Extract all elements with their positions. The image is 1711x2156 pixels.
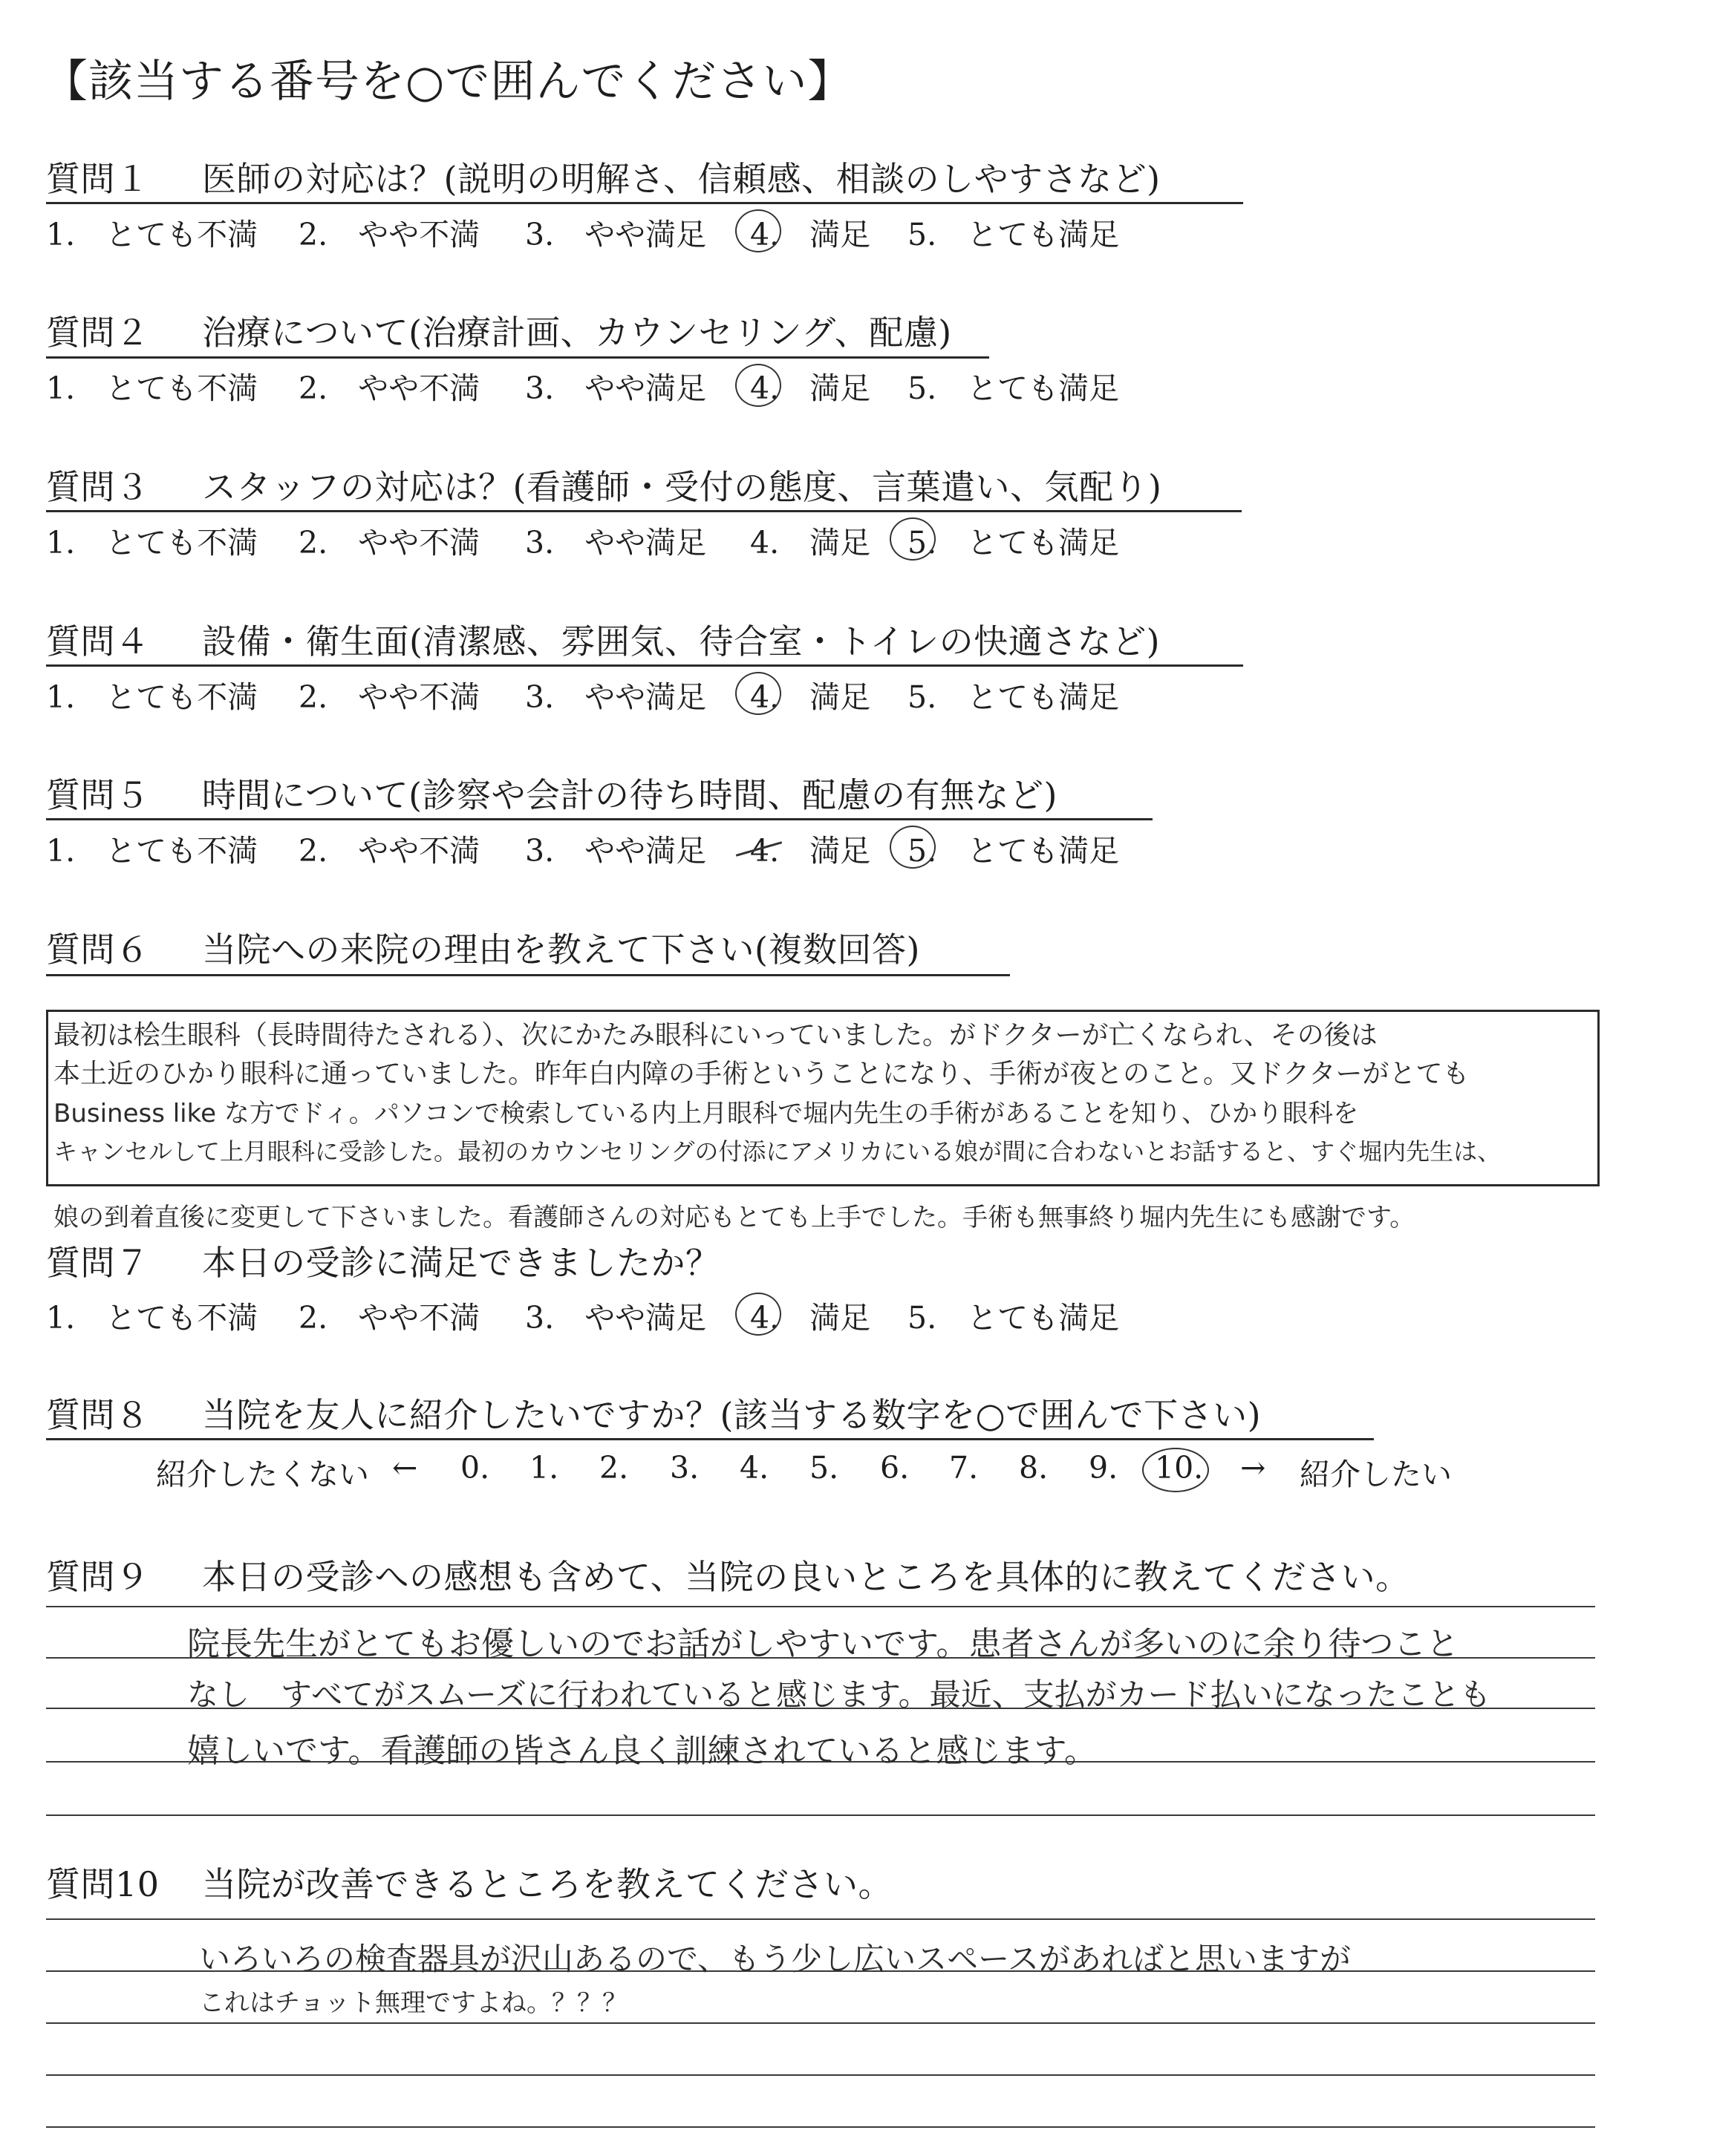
option-3[interactable]: 3. やや満足 xyxy=(525,217,707,252)
question-3 xyxy=(46,460,1161,509)
handwritten-line: 本土近のひかり眼科に通っていました。昨年白内障の手術ということになり、手術が夜とのこと。又ドクターがとても xyxy=(53,1059,1470,1089)
answer-rule-line xyxy=(46,2074,1595,2076)
question-text: 当院が改善できるところを教えてください。 xyxy=(202,1864,893,1904)
question-text: 本日の受診に満足できましたか？ xyxy=(202,1243,720,1283)
option-1[interactable]: 1. とても不満 xyxy=(46,833,258,869)
scale-right-arrow: → xyxy=(1240,1450,1266,1486)
question-text: スタッフの対応は？(看護師・受付の態度、言葉遣い、気配り) xyxy=(202,467,1162,507)
question-underline xyxy=(46,356,989,359)
question-underline xyxy=(46,664,1243,667)
handwritten-line: なし すべてがスムーズに行われていると感じます。最近、支払がカード払いになったことも xyxy=(187,1676,1491,1713)
question-number: 質問６ xyxy=(46,930,150,970)
scale-option-7[interactable]: 7. xyxy=(949,1450,979,1486)
option-1[interactable]: 1. とても不満 xyxy=(46,1300,258,1336)
option-5[interactable]: 5. とても満足 xyxy=(907,370,1120,406)
question-number: 質問10 xyxy=(46,1864,160,1904)
scale-option-4[interactable]: 4. xyxy=(740,1450,769,1486)
selected-answer-circle-q7 xyxy=(735,1293,781,1336)
option-5[interactable]: 5. とても満足 xyxy=(907,217,1120,252)
question-text: 当院を友人に紹介したいですか？(該当する数字を○で囲んで下さい) xyxy=(202,1395,1262,1435)
selected-answer-circle-q3 xyxy=(890,517,936,561)
handwritten-line: 嬉しいです。看護師の皆さん良く訓練されていると感じます。 xyxy=(187,1732,1097,1770)
question-5 xyxy=(46,768,1057,817)
option-5[interactable]: 5. とても満足 xyxy=(907,833,1120,869)
question-underline xyxy=(46,202,1243,204)
question-6 xyxy=(46,923,920,972)
option-5[interactable]: 5. とても満足 xyxy=(907,679,1120,715)
option-1[interactable]: 1. とても不満 xyxy=(46,679,258,715)
option-4[interactable]: 4. 満足 xyxy=(750,217,871,252)
question-number: 質問５ xyxy=(46,775,150,815)
question-text: 医師の対応は？(説明の明解さ、信頼感、相談のしやすさなど) xyxy=(202,159,1161,199)
option-4[interactable]: 4. 満足 xyxy=(750,525,871,561)
selected-answer-circle-q8 xyxy=(1142,1448,1209,1492)
scale-option-2[interactable]: 2. xyxy=(599,1450,629,1486)
selected-answer-circle-q4 xyxy=(735,672,781,715)
scale-option-8[interactable]: 8. xyxy=(1019,1450,1049,1486)
option-4[interactable]: 4. 満足 xyxy=(750,370,871,406)
handwritten-line: これはチョット無理ですよね。？？？ xyxy=(199,1988,628,2018)
scale-option-1[interactable]: 1. xyxy=(529,1450,559,1486)
option-3[interactable]: 3. やや満足 xyxy=(525,1300,707,1336)
scale-option-6[interactable]: 6. xyxy=(880,1450,910,1486)
option-2[interactable]: 2. やや不満 xyxy=(299,833,480,869)
option-2[interactable]: 2. やや不満 xyxy=(299,1300,480,1336)
question-10 xyxy=(46,1858,893,1907)
option-3[interactable]: 3. やや満足 xyxy=(525,525,707,561)
answer-rule-line xyxy=(46,1918,1595,1920)
option-5[interactable]: 5. とても満足 xyxy=(907,1300,1120,1336)
selected-answer-circle-q5 xyxy=(890,826,936,869)
handwritten-line: Business like な方でドィ。パソコンで検索している内上月眼科で堀内先生の手術があることを知り、ひかり眼科を xyxy=(53,1099,1359,1128)
question-number: 質問２ xyxy=(46,313,150,353)
option-3[interactable]: 3. やや満足 xyxy=(525,833,707,869)
page-title: 【該当する番号を○で囲んでください】 xyxy=(43,56,853,108)
question-text: 治療について(治療計画、カウンセリング、配慮) xyxy=(202,313,952,353)
question-8 xyxy=(46,1388,1261,1437)
scale-option-5[interactable]: 5. xyxy=(809,1450,839,1486)
question-text: 時間について(診察や会計の待ち時間、配慮の有無など) xyxy=(202,775,1057,815)
option-4[interactable]: 4. 満足 xyxy=(750,679,871,715)
handwritten-line: キャンセルして上月眼科に受診した。最初のカウンセリングの付添にアメリカにいる娘が間に合わないとお話すると、すぐ堀内先生は、 xyxy=(53,1137,1502,1166)
question-number: 質問４ xyxy=(46,621,150,662)
scale-option-0[interactable]: 0. xyxy=(460,1450,490,1486)
option-4[interactable]: 4. 満足 xyxy=(750,833,871,869)
answer-rule-line xyxy=(46,1606,1595,1607)
answer-rule-line xyxy=(46,1814,1595,1816)
question-text: 本日の受診への感想も含めて、当院の良いところを具体的に教えてください。 xyxy=(202,1557,1410,1597)
question-number: 質問７ xyxy=(46,1243,150,1283)
question-9 xyxy=(46,1550,1410,1599)
question-2 xyxy=(46,306,952,355)
question-7 xyxy=(46,1236,720,1285)
option-2[interactable]: 2. やや不満 xyxy=(299,370,480,406)
option-2[interactable]: 2. やや不満 xyxy=(299,679,480,715)
question-underline xyxy=(46,1438,1374,1440)
handwritten-line: 院長先生がとてもお優しいのでお話がしやすいです。患者さんが多いのに余り待つこと xyxy=(187,1625,1459,1663)
option-2[interactable]: 2. やや不満 xyxy=(299,525,480,561)
option-4[interactable]: 4. 満足 xyxy=(750,1300,871,1336)
question-underline xyxy=(46,818,1153,820)
question-text: 設備・衛生面(清潔感、雰囲気、待合室・トイレの快適さなど) xyxy=(202,621,1161,662)
option-1[interactable]: 1. とても不満 xyxy=(46,525,258,561)
question-number: 質問３ xyxy=(46,467,150,507)
option-1[interactable]: 1. とても不満 xyxy=(46,217,258,252)
question-1 xyxy=(46,152,1161,201)
answer-rule-line xyxy=(46,2022,1595,2024)
question-number: 質問８ xyxy=(46,1395,150,1435)
question-text: 当院への来院の理由を教えて下さい(複数回答) xyxy=(202,930,920,970)
option-2[interactable]: 2. やや不満 xyxy=(299,217,480,252)
option-5[interactable]: 5. とても満足 xyxy=(907,525,1120,561)
question-underline xyxy=(46,974,1010,976)
handwritten-line: 娘の到着直後に変更して下さいました。看護師さんの対応もとても上手でした。手術も無事終り堀内先生にも感謝です。 xyxy=(53,1203,1415,1232)
selected-answer-circle-q1 xyxy=(735,209,781,252)
option-3[interactable]: 3. やや満足 xyxy=(525,679,707,715)
scale-right-label: 紹介したい xyxy=(1300,1457,1452,1492)
question-4 xyxy=(46,615,1160,664)
question-number: 質問９ xyxy=(46,1557,150,1597)
scale-option-9[interactable]: 9. xyxy=(1089,1450,1118,1486)
handwritten-line: いろいろの検査器具が沢山あるので、もう少し広いスペースがあればと思いますが xyxy=(199,1941,1352,1977)
answer-rule-line xyxy=(46,2126,1595,2128)
scale-left-label: 紹介したくない xyxy=(156,1457,369,1492)
handwritten-line: 最初は桧生眼科（長時間待たされる）、次にかたみ眼科にいっていました。がドクターが亡くなられ、その後は xyxy=(53,1020,1378,1051)
scale-option-10[interactable]: 10. xyxy=(1155,1450,1204,1486)
scale-left-arrow: ← xyxy=(392,1450,418,1486)
selected-answer-circle-q2 xyxy=(735,364,781,407)
option-1[interactable]: 1. とても不満 xyxy=(46,370,258,406)
question-number: 質問１ xyxy=(46,159,150,199)
question-underline xyxy=(46,510,1242,512)
option-3[interactable]: 3. やや満足 xyxy=(525,370,707,406)
scale-option-3[interactable]: 3. xyxy=(670,1450,700,1486)
